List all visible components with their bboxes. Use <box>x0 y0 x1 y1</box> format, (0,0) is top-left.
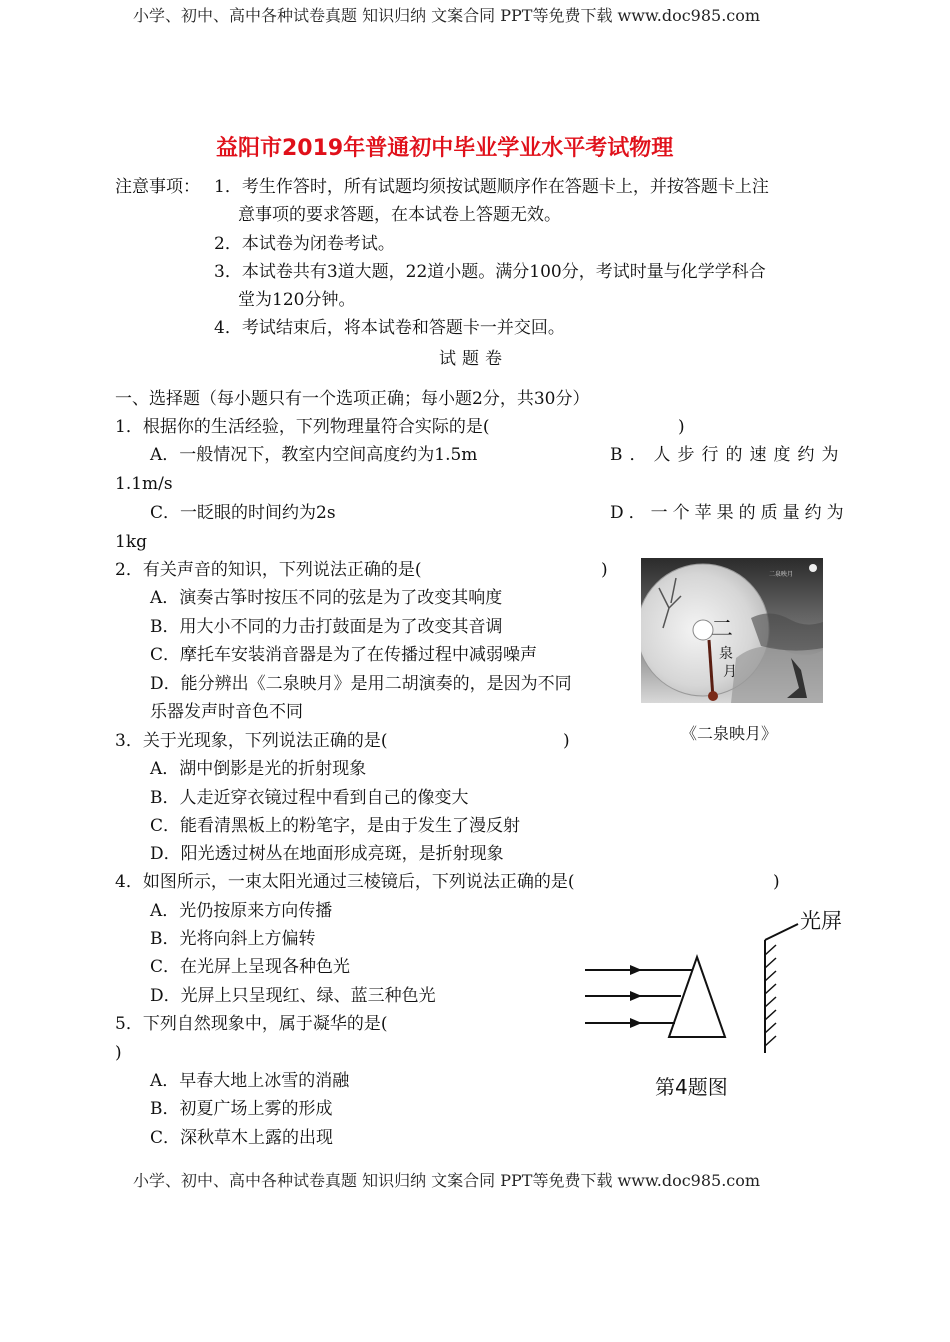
q1-option-c: C．一眨眼的时间约为2s <box>150 503 336 523</box>
q1-close: ) <box>678 417 685 437</box>
q5-stem: 5．下列自然现象中，属于凝华的是( <box>115 1014 388 1034</box>
q4-close: ) <box>773 872 780 892</box>
notice-item-3-cont: 堂为120分钟。 <box>238 290 356 310</box>
screen-label: 光屏 <box>800 909 842 933</box>
notice-label: 注意事项： <box>115 177 200 197</box>
q2-option-b: B．用大小不同的力击打鼓面是为了改变其音调 <box>150 617 503 637</box>
notice-item-1-cont: 意事项的要求答题，在本试卷上答题无效。 <box>238 205 561 225</box>
q2-close: ) <box>601 560 608 580</box>
notice-item-2: 2．本试卷为闭卷考试。 <box>214 234 395 254</box>
q3-close: ) <box>563 731 570 751</box>
arrowhead-3 <box>630 1018 642 1028</box>
svg-text:月: 月 <box>723 664 737 680</box>
q4-option-a: A．光仍按原来方向传播 <box>150 901 333 921</box>
q1-option-a: A．一般情况下，教室内空间高度约为1.5m <box>150 445 478 465</box>
svg-text:泉: 泉 <box>719 646 733 662</box>
screen-label-leader <box>765 924 798 940</box>
svg-text:二泉映月: 二泉映月 <box>769 571 794 578</box>
part-1-heading: 一、选择题（每小题只有一个选项正确；每小题2分，共30分） <box>115 389 590 409</box>
q5-close: ) <box>115 1043 122 1063</box>
q5-option-c: C．深秋草木上露的出现 <box>150 1128 334 1148</box>
q4-option-c: C．在光屏上呈现各种色光 <box>150 957 351 977</box>
q1-option-b <box>610 441 846 469</box>
q4-figure-caption: 第4题图 <box>655 1075 728 1099</box>
q2-option-c: C．摩托车安装消音器是为了在传播过程中减弱噪声 <box>150 645 538 665</box>
q2-option-d-cont: 乐器发声时音色不同 <box>150 702 303 722</box>
screen-hatching <box>765 945 776 1046</box>
q1-option-d-text: D．一个苹果的质量约为 <box>610 503 849 523</box>
erquan-yingyue-image <box>641 558 823 703</box>
section-title: 试题卷 <box>439 349 508 369</box>
q1-option-d-cont: 1kg <box>115 532 147 552</box>
q4-option-b: B．光将向斜上方偏转 <box>150 929 316 949</box>
q1-option-d <box>610 499 849 527</box>
page-footer: 小学、初中、高中各种试卷真题 知识归纳 文案合同 PPT等免费下载 www.doc985.com <box>133 1171 761 1190</box>
arrowhead-2 <box>630 991 642 1001</box>
q3-stem: 3．关于光现象，下列说法正确的是( <box>115 731 388 751</box>
q1-option-b-cont: 1.1m/s <box>115 474 173 494</box>
album-art-illustration <box>641 558 823 703</box>
q2-option-d: D．能分辨出《二泉映月》是用二胡演奏的，是因为不同 <box>150 674 572 694</box>
svg-text:二: 二 <box>711 617 734 642</box>
q5-option-a: A．早春大地上冰雪的消融 <box>150 1071 350 1091</box>
q1-option-b-text: B．人步行的速度约为 <box>610 445 846 465</box>
q2-option-a: A．演奏古筝时按压不同的弦是为了改变其响度 <box>150 588 503 608</box>
exam-title: 益阳市2019年普通初中毕业学业水平考试物理 <box>216 136 674 161</box>
q5-option-b: B．初夏广场上雾的形成 <box>150 1099 333 1119</box>
q4-stem: 4．如图所示，一束太阳光通过三棱镜后，下列说法正确的是( <box>115 872 575 892</box>
q3-option-b: B．人走近穿衣镜过程中看到自己的像变大 <box>150 788 469 808</box>
q3-option-c: C．能看清黑板上的粉笔字，是由于发生了漫反射 <box>150 816 521 836</box>
q2-stem: 2．有关声音的知识，下列说法正确的是( <box>115 560 422 580</box>
q1-stem: 1．根据你的生活经验，下列物理量符合实际的是( <box>115 417 490 437</box>
q3-option-a: A．湖中倒影是光的折射现象 <box>150 759 367 779</box>
q3-option-d: D．阳光透过树丛在地面形成亮斑，是折射现象 <box>150 844 504 864</box>
arrowhead-1 <box>630 965 642 975</box>
notice-item-1: 1．考生作答时，所有试题均须按试题顺序作在答题卡上，并按答题卡上注 <box>214 177 769 197</box>
notice-item-3: 3．本试卷共有3道大题，22道小题。满分100分，考试时量与化学学科合 <box>214 262 766 282</box>
notice-item-4: 4．考试结束后，将本试卷和答题卡一并交回。 <box>214 318 565 338</box>
page-header: 小学、初中、高中各种试卷真题 知识归纳 文案合同 PPT等免费下载 www.doc985.com <box>133 6 761 25</box>
q2-figure-caption: 《二泉映月》 <box>681 724 778 743</box>
q4-option-d: D．光屏上只呈现红、绿、蓝三种色光 <box>150 986 436 1006</box>
